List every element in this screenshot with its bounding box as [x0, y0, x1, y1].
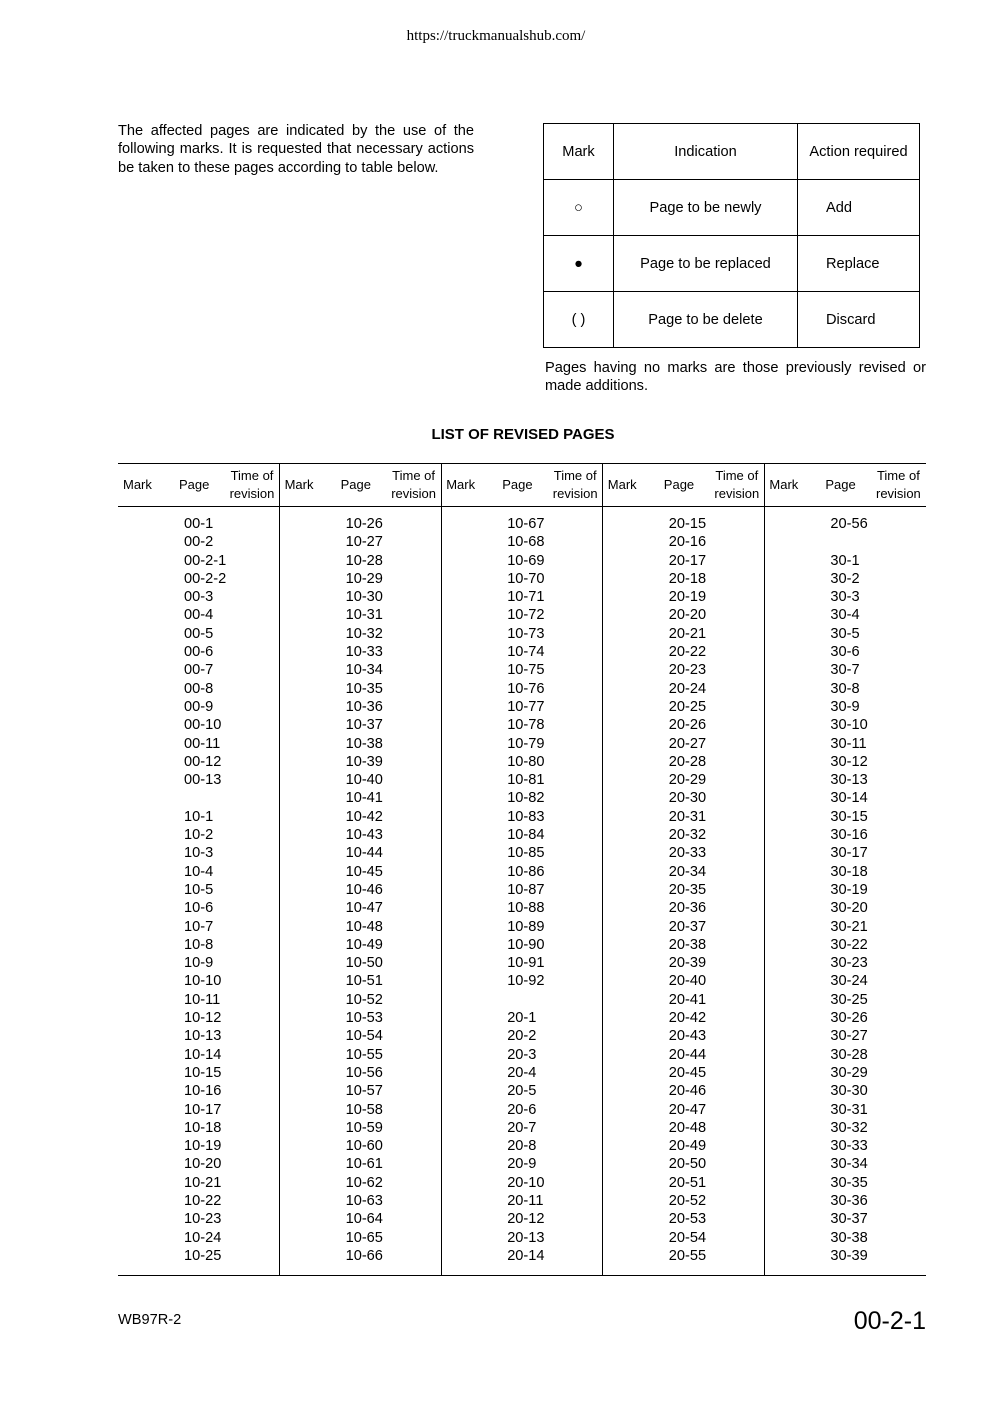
page-entry: 10-43: [345, 827, 383, 844]
mark-open-circle-icon: ○: [544, 180, 614, 236]
page-entry: 30-3: [830, 589, 860, 606]
page-entry: 00-2-1: [184, 552, 227, 569]
page-entry: 10-57: [345, 1083, 383, 1100]
page-entry: 10-30: [345, 589, 383, 606]
column-group-4: [603, 464, 765, 1275]
page-entry: 20-52: [668, 1192, 707, 1209]
page-entry: 20-13: [507, 1229, 545, 1246]
page-entry: 20-23: [668, 662, 707, 679]
page-entry: 20-6: [507, 1101, 537, 1118]
page-entry: 00-10: [184, 717, 222, 734]
page-entry: 20-3: [507, 1046, 537, 1063]
page-entry: 30-25: [830, 991, 868, 1008]
page-entry: 10-82: [507, 790, 545, 807]
page-entry: 10-64: [345, 1211, 383, 1228]
page-entry: 10-84: [507, 827, 545, 844]
page-entry: 10-5: [184, 881, 214, 898]
page-entry: 30-16: [830, 827, 868, 844]
page-entry: 20-33: [668, 845, 707, 862]
page-entry: 30-4: [830, 607, 860, 624]
page-entry: 20-26: [668, 717, 707, 734]
page-entry: 20-8: [507, 1138, 537, 1155]
page-entry: 00-3: [184, 589, 214, 606]
page-entry: 30-38: [830, 1229, 868, 1246]
page-entry: 10-41: [345, 790, 383, 807]
page-entry: 20-24: [668, 680, 707, 697]
header-time-of-revision: [389, 467, 439, 503]
page-entry: 30-6: [830, 644, 860, 661]
column-group-1: [118, 464, 280, 1275]
page-entry: 20-2: [507, 1028, 537, 1045]
page-entry: 20-4: [507, 1064, 537, 1081]
header-time-of-revision: [227, 467, 277, 503]
page-entry: 20-55: [668, 1247, 707, 1264]
page-entry: 30-32: [830, 1119, 868, 1136]
page-entry: 00-11: [184, 735, 221, 752]
page-entry: 10-10: [184, 973, 222, 990]
page-entry: 10-25: [184, 1247, 222, 1264]
page-entry: 30-8: [830, 680, 860, 697]
page-entry: 20-1: [507, 1010, 537, 1027]
page-entry: 20-16: [668, 534, 707, 551]
page-entry: 20-46: [668, 1083, 707, 1100]
page-entry: 10-26: [345, 516, 383, 532]
page-entry: 10-59: [345, 1119, 383, 1136]
page-entry: 10-74: [507, 644, 545, 661]
page-entry: 10-3: [184, 845, 214, 862]
page-entry: 10-73: [507, 625, 545, 642]
page-entry: 10-49: [345, 936, 383, 953]
page-entry: 10-83: [507, 808, 545, 825]
page-entry: 30-14: [830, 790, 868, 807]
page-entry: 00-13: [184, 772, 222, 789]
list-title: LIST OF REVISED PAGES: [431, 426, 615, 443]
page-entry: 30-13: [830, 772, 868, 789]
page-entry: 20-37: [668, 918, 707, 935]
page-entry: 30-28: [830, 1046, 868, 1063]
page-entry: 20-32: [668, 827, 707, 844]
header-time-line2: revision: [391, 486, 436, 501]
page-entry: 30-1: [830, 552, 860, 569]
page-entry: 10-48: [345, 918, 383, 935]
page-entry: 10-91: [507, 955, 545, 972]
page-entry: 30-22: [830, 936, 868, 953]
page-entry: 10-44: [345, 845, 383, 862]
page-entry: 20-38: [668, 936, 707, 953]
page-entry: 10-70: [507, 570, 545, 587]
page-entry: 10-20: [184, 1156, 222, 1173]
page-entry: 10-86: [507, 863, 545, 880]
page-entry: 10-14: [184, 1046, 222, 1063]
page-entry: 00-8: [184, 680, 214, 697]
page-entry: 20-56: [830, 516, 868, 532]
header-time-line2: revision: [552, 486, 598, 501]
page-entry: 10-38: [345, 735, 383, 752]
page-entry: 20-19: [668, 589, 707, 606]
marks-row-replace: [544, 236, 920, 292]
page-entry: 10-31: [345, 607, 383, 624]
page-entry: 10-56: [345, 1064, 383, 1081]
page-entry: 20-15: [668, 516, 707, 532]
page-list: [830, 515, 867, 1265]
page-entry: 30-27: [830, 1028, 868, 1045]
page-entry: 10-18: [184, 1119, 222, 1136]
marks-header-action: Action required: [798, 124, 920, 180]
page-entry: 30-37: [830, 1211, 868, 1228]
page-entry: 30-35: [830, 1174, 868, 1191]
page-entry: 10-29: [345, 570, 383, 587]
header-mark: Mark: [769, 477, 799, 492]
page-entry: 10-22: [184, 1192, 222, 1209]
page-entry: 20-49: [668, 1138, 707, 1155]
marks-header-mark: Mark: [544, 124, 614, 180]
page-entry: 10-33: [345, 644, 383, 661]
header-time-of-revision: [873, 467, 923, 503]
page-entry: 10-66: [345, 1247, 383, 1264]
header-time-line1: Time of: [715, 468, 759, 483]
page-entry: 20-17: [668, 552, 707, 569]
header-mark: Mark: [607, 477, 637, 492]
page-entry: 10-62: [345, 1174, 383, 1191]
header-mark: Mark: [446, 477, 476, 492]
page-entry: 10-63: [345, 1192, 383, 1209]
page-entry: 30-39: [830, 1247, 868, 1264]
page-entry: 20-45: [668, 1064, 707, 1081]
page-entry: 10-12: [184, 1010, 222, 1027]
page-entry: 10-34: [345, 662, 383, 679]
page-entry: 10-11: [184, 991, 221, 1008]
page-entry: 10-42: [345, 808, 383, 825]
page-entry: 20-11: [507, 1192, 544, 1209]
page-entry: 30-20: [830, 900, 868, 917]
page-entry: 20-54: [668, 1229, 707, 1246]
page-entry: 10-85: [507, 845, 545, 862]
page-entry: 20-48: [668, 1119, 707, 1136]
header-time-line2: revision: [875, 486, 921, 501]
page-entry: 10-60: [345, 1138, 383, 1155]
page-entry: 20-30: [668, 790, 707, 807]
page-entry: 20-51: [668, 1174, 707, 1191]
source-url[interactable]: https://truckmanualshub.com/: [406, 28, 586, 44]
page-entry: 00-1: [184, 516, 214, 532]
header-time-line2: revision: [229, 486, 275, 501]
page-entry: 20-40: [668, 973, 707, 990]
header-time-line1: Time of: [876, 468, 920, 483]
page-entry: 10-69: [507, 552, 545, 569]
marks-table-header: [544, 124, 920, 180]
header-time-line2: revision: [714, 486, 760, 501]
marks-note: Pages having no marks are those previously revised or made additions.: [545, 360, 926, 395]
page-entry: [830, 533, 867, 551]
page-entry: 30-26: [830, 1010, 868, 1027]
mark-filled-circle-icon: ●: [544, 236, 614, 292]
page-entry: 30-11: [830, 735, 867, 752]
page-entry: 10-68: [507, 534, 545, 551]
page-entry: 20-31: [668, 808, 707, 825]
page-entry: 10-40: [345, 772, 383, 789]
header-mark: Mark: [284, 477, 314, 492]
page-entry: 00-5: [184, 625, 214, 642]
page-entry: 20-35: [668, 881, 707, 898]
page-entry: 30-30: [830, 1083, 868, 1100]
page-entry: 00-6: [184, 644, 214, 661]
page-entry: 30-33: [830, 1138, 868, 1155]
page-entry: 20-12: [507, 1211, 545, 1228]
page-entry: 10-6: [184, 900, 214, 917]
page-entry: 20-9: [507, 1156, 537, 1173]
page-entry: 20-39: [668, 955, 707, 972]
page-list: [507, 515, 544, 1265]
page-entry: 10-23: [184, 1211, 222, 1228]
page-entry: 20-25: [668, 698, 707, 715]
page-entry: 10-65: [345, 1229, 383, 1246]
header-time-line1: Time of: [553, 468, 597, 483]
page-entry: 00-2-2: [184, 570, 227, 587]
page-entry: 30-34: [830, 1156, 868, 1173]
page-entry: 20-50: [668, 1156, 707, 1173]
page-entry: 10-15: [184, 1064, 222, 1081]
page-entry: 10-72: [507, 607, 545, 624]
page-entry: 20-21: [668, 625, 707, 642]
marks-table: [543, 123, 920, 348]
page-entry: 10-58: [345, 1101, 383, 1118]
page-entry: 20-5: [507, 1083, 537, 1100]
page-entry: 30-19: [830, 881, 868, 898]
page-entry: 10-71: [507, 589, 545, 606]
page-list: [669, 515, 706, 1265]
page-entry: 20-43: [668, 1028, 707, 1045]
page-entry: 00-2: [184, 534, 214, 551]
header-page: Page: [340, 477, 371, 492]
page-entry: 10-53: [345, 1010, 383, 1027]
header-time-line1: Time of: [230, 468, 274, 483]
page-entry: 30-21: [830, 918, 868, 935]
page-entry: 20-7: [507, 1119, 537, 1136]
page-entry: 10-16: [184, 1083, 222, 1100]
page-entry: 10-46: [345, 881, 383, 898]
page-entry: 10-54: [345, 1028, 383, 1045]
page-entry: 10-19: [184, 1138, 222, 1155]
indication-delete: Page to be delete: [614, 292, 798, 348]
header-time-line1: Time of: [392, 468, 436, 483]
page-entry: 00-12: [184, 753, 222, 770]
page-entry: 10-67: [507, 516, 545, 532]
page-entry: 10-88: [507, 900, 545, 917]
page-entry: 10-52: [345, 991, 383, 1008]
page-entry: 10-80: [507, 753, 545, 770]
page-entry: 30-9: [830, 698, 860, 715]
page-entry: 10-2: [184, 827, 214, 844]
page-entry: 30-36: [830, 1192, 868, 1209]
action-discard: Discard: [798, 292, 920, 348]
page-entry: 10-36: [345, 698, 383, 715]
page-entry: 30-24: [830, 973, 868, 990]
page-entry: 30-15: [830, 808, 868, 825]
page-entry: 10-39: [345, 753, 383, 770]
page-entry: 20-36: [668, 900, 707, 917]
page-entry: 00-9: [184, 698, 214, 715]
page-entry: 10-92: [507, 973, 545, 990]
column-group-3: [441, 464, 603, 1275]
model-number: WB97R-2: [118, 1312, 182, 1328]
header-time-of-revision: [712, 467, 762, 503]
page-entry: 20-14: [507, 1247, 545, 1264]
mark-parentheses-icon: ( ): [544, 292, 614, 348]
page-entry: 10-79: [507, 735, 545, 752]
page-entry: 30-2: [830, 570, 860, 587]
page-entry: 10-51: [345, 973, 383, 990]
page-entry: 10-76: [507, 680, 545, 697]
page-entry: 10-1: [184, 808, 214, 825]
page-entry: 20-42: [668, 1010, 707, 1027]
page-entry: 20-10: [507, 1174, 545, 1191]
page-entry: 10-81: [507, 772, 545, 789]
page-entry: 30-31: [830, 1101, 868, 1118]
page-entry: 30-29: [830, 1064, 868, 1081]
indication-newly: Page to be newly: [614, 180, 798, 236]
page-entry: 10-21: [184, 1174, 222, 1191]
page-entry: 30-10: [830, 717, 868, 734]
page-entry: 10-90: [507, 936, 545, 953]
page-entry: 30-18: [830, 863, 868, 880]
page-entry: 10-75: [507, 662, 545, 679]
page-entry: 30-7: [830, 662, 860, 679]
page-list: [346, 515, 383, 1265]
page-entry: 20-27: [668, 735, 707, 752]
page-entry: 20-53: [668, 1211, 707, 1228]
page-list: [184, 515, 226, 1265]
page-entry: 10-7: [184, 918, 214, 935]
page-entry: 30-23: [830, 955, 868, 972]
page-entry: 30-5: [830, 625, 860, 642]
page-entry: 20-34: [668, 863, 707, 880]
page-entry: 20-22: [668, 644, 707, 661]
page-entry: 20-44: [668, 1046, 707, 1063]
page-entry: 10-28: [345, 552, 383, 569]
page-entry: 10-35: [345, 680, 383, 697]
marks-header-indication: Indication: [614, 124, 798, 180]
column-group-5: [764, 464, 925, 1275]
page-entry: 10-78: [507, 717, 545, 734]
page-entry: 30-17: [830, 845, 868, 862]
page-entry: 30-12: [830, 753, 868, 770]
page-entry: 10-17: [184, 1101, 222, 1118]
page-entry: 20-28: [668, 753, 707, 770]
marks-row-discard: [544, 292, 920, 348]
page-entry: 20-20: [668, 607, 707, 624]
page-entry: 10-87: [507, 881, 545, 898]
page-entry: 10-89: [507, 918, 545, 935]
page-entry: 10-47: [345, 900, 383, 917]
page-entry: 10-55: [345, 1046, 383, 1063]
page-entry: 20-41: [668, 991, 707, 1008]
page-entry: 00-7: [184, 662, 214, 679]
page-entry: 20-47: [668, 1101, 707, 1118]
action-add: Add: [798, 180, 920, 236]
page-entry: [507, 991, 544, 1009]
page-entry: 10-32: [345, 625, 383, 642]
page-entry: 10-77: [507, 698, 545, 715]
page-entry: 10-9: [184, 955, 214, 972]
page-entry: 10-37: [345, 717, 383, 734]
indication-replaced: Page to be replaced: [614, 236, 798, 292]
page-entry: 20-18: [668, 570, 707, 587]
page-entry: 10-50: [345, 955, 383, 972]
page-entry: 20-29: [668, 772, 707, 789]
page-entry: 10-13: [184, 1028, 222, 1045]
page-number: 00-2-1: [853, 1307, 926, 1335]
header-mark: Mark: [123, 477, 152, 492]
marks-row-add: [544, 180, 920, 236]
page-entry: 10-27: [345, 534, 383, 551]
action-replace: Replace: [798, 236, 920, 292]
header-page: Page: [825, 477, 856, 492]
revised-pages-table: [118, 463, 926, 1276]
page-entry: [184, 789, 226, 807]
page-entry: 10-61: [345, 1156, 383, 1173]
page-entry: 00-4: [184, 607, 214, 624]
page-entry: 10-45: [345, 863, 383, 880]
page-entry: 10-4: [184, 863, 214, 880]
page-entry: 10-24: [184, 1229, 222, 1246]
header-time-of-revision: [550, 467, 600, 503]
page-entry: 10-8: [184, 936, 214, 953]
header-page: Page: [179, 477, 210, 492]
header-page: Page: [502, 477, 533, 492]
column-group-2: [280, 464, 442, 1275]
intro-paragraph: The affected pages are indicated by the use of the following marks. It is requested that necessary actions be taken to these pages according to table below.: [118, 123, 474, 176]
header-page: Page: [663, 477, 695, 492]
